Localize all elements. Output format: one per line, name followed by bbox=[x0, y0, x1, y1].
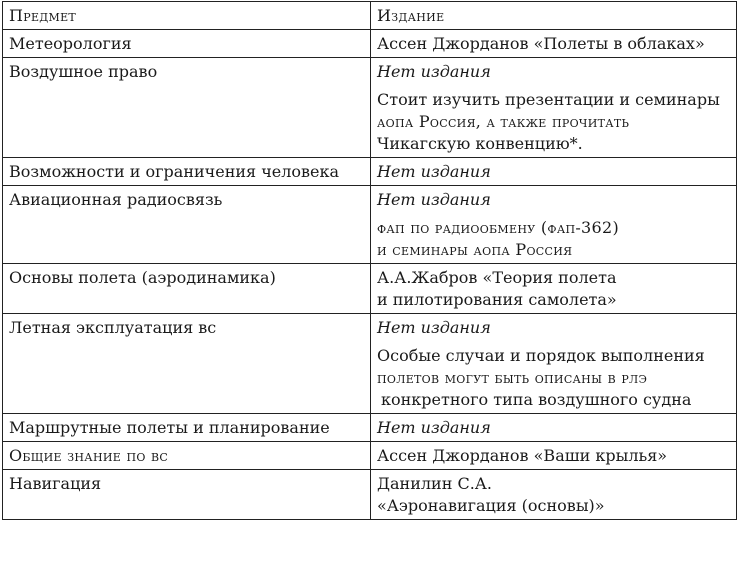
edition-cell bbox=[371, 414, 737, 442]
header-edition-label: Издание bbox=[377, 6, 445, 25]
note-line-abbr: аопа Россия, а также прочитать bbox=[377, 112, 630, 131]
table-header-row bbox=[3, 2, 737, 30]
edition-cell bbox=[371, 30, 737, 58]
subject-cell bbox=[3, 470, 371, 520]
edition-note bbox=[377, 217, 730, 261]
note-line: Стоит изучить презентации и семинары bbox=[377, 90, 720, 109]
subject-cell bbox=[3, 30, 371, 58]
subject-label: Летная эксплуатация вс bbox=[9, 318, 217, 337]
subject-label: Воздушное право bbox=[9, 62, 158, 81]
subject-cell bbox=[3, 314, 371, 414]
table-row bbox=[3, 414, 737, 442]
subject-label: Метеорология bbox=[9, 34, 132, 53]
subject-label: Возможности и ограничения человека bbox=[9, 162, 340, 181]
no-edition-label: Нет издания bbox=[377, 418, 491, 437]
edition-cell bbox=[371, 58, 737, 158]
subject-cell bbox=[3, 414, 371, 442]
subject-cell bbox=[3, 186, 371, 264]
note-line: полетов могут быть описаны в рлэ bbox=[377, 368, 648, 387]
note-line: Чикагскую конвенцию*. bbox=[377, 134, 583, 153]
table-row bbox=[3, 158, 737, 186]
subject-cell bbox=[3, 158, 371, 186]
no-edition-label: Нет издания bbox=[377, 318, 491, 337]
subject-label: Авиационная радиосвязь bbox=[9, 190, 223, 209]
edition-cell bbox=[371, 186, 737, 264]
edition-line: А.А.Жабров «Теория полета bbox=[377, 268, 617, 287]
edition-label: Ассен Джорданов «Ваши крылья» bbox=[377, 446, 668, 465]
subject-label: Навигация bbox=[9, 474, 102, 493]
no-edition-label: Нет издания bbox=[377, 62, 491, 81]
edition-note bbox=[377, 345, 730, 411]
no-edition-label: Нет издания bbox=[377, 162, 491, 181]
note-line bbox=[377, 111, 730, 133]
edition-line: Данилин С.А. bbox=[377, 474, 492, 493]
subject-label: Основы полета (аэродинамика) bbox=[9, 268, 276, 287]
subject-label: Маршрутные полеты и планирование bbox=[9, 418, 330, 437]
table-row bbox=[3, 58, 737, 158]
edition-cell bbox=[371, 158, 737, 186]
table-row bbox=[3, 442, 737, 470]
header-subject-label: Предмет bbox=[9, 6, 77, 25]
edition-cell bbox=[371, 314, 737, 414]
header-edition bbox=[371, 2, 737, 30]
note-line: фап по радиообмену (фап-362) bbox=[377, 218, 620, 237]
subject-label: Общие знание по вс bbox=[9, 446, 169, 465]
no-edition-label: Нет издания bbox=[377, 190, 491, 209]
table-row bbox=[3, 30, 737, 58]
subject-cell bbox=[3, 264, 371, 314]
edition-line: и пилотирования самолета» bbox=[377, 290, 617, 309]
edition-note bbox=[377, 89, 730, 155]
header-subject bbox=[3, 2, 371, 30]
table-row bbox=[3, 470, 737, 520]
table-row bbox=[3, 264, 737, 314]
table-row bbox=[3, 314, 737, 414]
table-row bbox=[3, 186, 737, 264]
edition-cell bbox=[371, 264, 737, 314]
edition-cell bbox=[371, 442, 737, 470]
subjects-table bbox=[2, 1, 737, 520]
note-line: и семинары аопа Россия bbox=[377, 240, 573, 259]
subject-cell bbox=[3, 58, 371, 158]
subject-cell bbox=[3, 442, 371, 470]
note-line: Особые случаи и порядок выполнения bbox=[377, 346, 705, 365]
edition-line: «Аэронавигация (основы)» bbox=[377, 496, 605, 515]
note-line: конкретного типа воздушного судна bbox=[381, 390, 692, 409]
edition-cell bbox=[371, 470, 737, 520]
edition-label: Ассен Джорданов «Полеты в облаках» bbox=[377, 34, 705, 53]
